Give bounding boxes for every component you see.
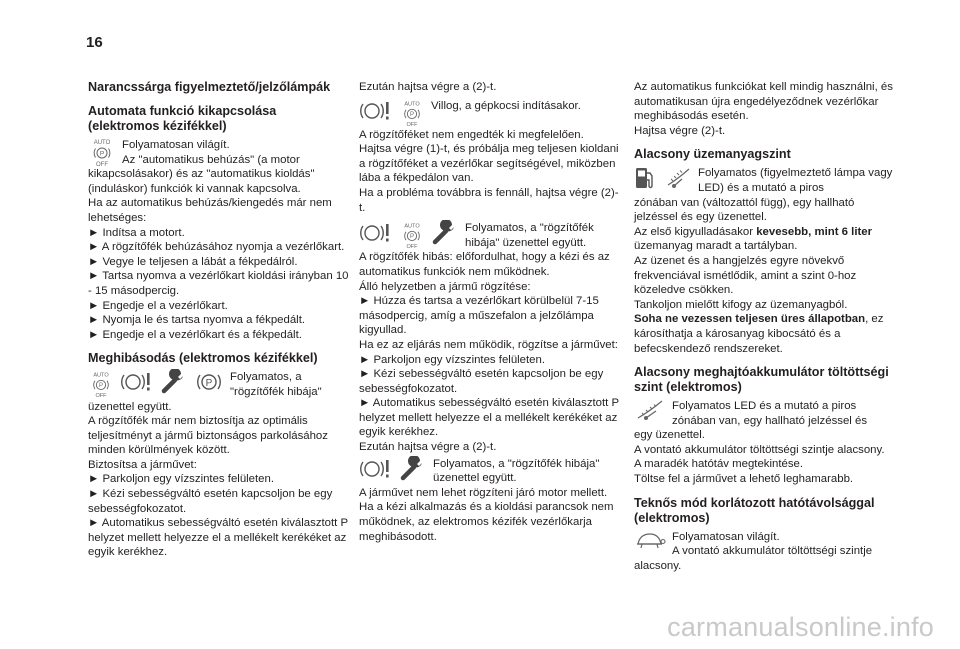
col2-line: Álló helyzetben a jármű rögzítése: bbox=[359, 280, 531, 293]
svg-text:OFF: OFF bbox=[95, 393, 107, 400]
parking-brake-icon bbox=[194, 369, 224, 395]
engine-running-icon-row bbox=[359, 457, 621, 486]
svg-text:AUTO: AUTO bbox=[404, 223, 420, 230]
auto-off-parking-icon bbox=[88, 369, 114, 399]
auto-off-parking-icon bbox=[88, 137, 116, 167]
low-battery-line: Töltse fel a járművet a lehető leghamarabb. bbox=[634, 473, 854, 486]
turtle-icon-text-2: A vontató akkumulátor töltöttségi szintje bbox=[672, 545, 873, 558]
low-battery-line: A vontató akkumulátor töltöttségi szintje alacsony. bbox=[634, 443, 885, 456]
wrench-icon bbox=[399, 456, 427, 482]
svg-text:OFF: OFF bbox=[406, 121, 418, 128]
col3-line: Hajtsa végre (2)-t. bbox=[634, 124, 726, 137]
col2-line: Ezután hajtsa végre a (2)-t. bbox=[359, 441, 497, 454]
low-fuel-line: Tankoljon mielőtt kifogy az üzemanyagból. bbox=[634, 298, 848, 311]
turtle-icon bbox=[634, 529, 666, 551]
malfunction-line: A rögzítőfék már nem biztosítja az optimális teljesítményt a jármű biztonságos parkolásához minden körülmények között. bbox=[88, 415, 328, 457]
low-fuel-icon-text: Folyamatos (figyelmeztető lámpa vagy LED) és a mutató a piros bbox=[698, 167, 893, 194]
battery-low-indicator-icon bbox=[634, 398, 666, 422]
brake-warning-icon bbox=[359, 98, 393, 124]
svg-text:P: P bbox=[205, 378, 213, 390]
auto-function-off-title: Automata funkció kikapcsolása (elektromos kézifékkel) bbox=[88, 104, 277, 133]
malfunction-line: Biztosítsa a járművet: bbox=[88, 458, 197, 471]
page-number: 16 bbox=[86, 34, 103, 51]
engine-running-icon-text: Folyamatos, a "rögzítőfék hibája" üzenettel együtt. bbox=[433, 457, 600, 485]
low-fuel-icon-row bbox=[634, 166, 896, 195]
low-fuel-line: Az üzenet és a hangjelzés egyre növekvő frekvenciával ismétlődik, amint a szint 0-hoz közeledve csökken. bbox=[634, 254, 857, 297]
malfunction-icon-text: Folyamatos, a "rögzítőfék hibája" bbox=[230, 371, 322, 398]
brake-warning-icon bbox=[120, 369, 154, 395]
col2-line: Ha ez az eljárás nem működik, rögzítse a járművet: bbox=[359, 338, 618, 351]
col2-line: A rögzítőféket nem engedték ki megfelelően. bbox=[359, 128, 584, 141]
wrench-icon bbox=[431, 220, 459, 246]
malfunction-title: Meghibásodás (elektromos kézifékkel) bbox=[88, 351, 318, 366]
fuel-pump-icon bbox=[634, 165, 656, 191]
svg-text:AUTO: AUTO bbox=[404, 101, 420, 108]
col3-line: Az automatikus funkciókat kell mindig használni, és automatikusan újra engedélyeződnek vezérlőkar meghibásodás esetén. bbox=[634, 81, 893, 123]
low-level-indicator-icon bbox=[662, 165, 692, 191]
flashing-icon-row bbox=[359, 99, 621, 128]
low-fuel-line: Soha ne vezessen teljesen üres állapotban, ez károsíthatja a károsanyag kibocsátó és a befecskendező rendszereket. bbox=[634, 313, 884, 355]
svg-text:AUTO: AUTO bbox=[93, 372, 109, 379]
auto-off-line: ► Engedje el a vezérlőkart és a fékpedált. bbox=[88, 328, 302, 341]
low-battery-line: egy üzenettel. bbox=[634, 429, 705, 442]
low-battery-title: Alacsony meghajtóakkumulátor töltöttségi szint (elektromos) bbox=[634, 365, 889, 395]
wrench-icon bbox=[160, 369, 188, 395]
auto-off-line: ► Nyomja le és tartsa nyomva a fékpedált. bbox=[88, 314, 306, 327]
low-fuel-line: zónában van (változattól függ), egy hallható jelzéssel és egy üzenettel. bbox=[634, 196, 855, 224]
column-2 bbox=[359, 80, 621, 544]
watermark: carmanualsonline.info bbox=[667, 612, 934, 642]
fault-icon-text: Folyamatos, a "rögzítőfék hibája" üzenettel együtt. bbox=[465, 222, 594, 249]
auto-off-line: Ha az automatikus behúzás/kiengedés már nem lehetséges: bbox=[88, 197, 332, 224]
turtle-line: alacsony. bbox=[634, 559, 682, 572]
section-heading: Narancssárga figyelmeztető/jelzőlámpák bbox=[88, 80, 331, 94]
brake-warning-icon bbox=[359, 456, 393, 482]
auto-off-icon-row bbox=[88, 138, 350, 167]
low-battery-icon-row bbox=[634, 399, 896, 428]
auto-off-line: ► Tartsa nyomva a vezérlőkart kioldási irányban 10 - 15 másodpercig. bbox=[88, 270, 349, 297]
malfunction-line: üzenettel együtt. bbox=[88, 400, 172, 413]
svg-text:P: P bbox=[409, 234, 415, 241]
intro-line: Ezután hajtsa végre a (2)-t. bbox=[359, 81, 497, 93]
col2-line: A járművet nem lehet rögzíteni járó motor mellett. bbox=[359, 486, 608, 499]
col2-line: ► Automatikus sebességváltó esetén kiválasztott P helyzet mellett helyezze el a mellékelt kerékéket az egyik kerékhez. bbox=[359, 397, 619, 439]
auto-off-icon-text-1: Folyamatosan világít. bbox=[122, 139, 230, 151]
fault-icon-row bbox=[359, 221, 621, 250]
brake-warning-icon bbox=[359, 220, 393, 246]
svg-text:AUTO: AUTO bbox=[93, 140, 111, 146]
column-3 bbox=[634, 80, 896, 573]
auto-off-line: kikapcsolásakor) és az "automatikus kioldás" (induláskor) funkciók ki vannak kapcsolva. bbox=[88, 168, 315, 195]
svg-text:P: P bbox=[98, 383, 104, 390]
svg-text:OFF: OFF bbox=[96, 162, 108, 167]
malfunction-line: ► Parkoljon egy vízszintes felületen. bbox=[88, 473, 275, 486]
col2-line: A rögzítőfék hibás: előfordulhat, hogy a kézi és az automatikus funkciók nem működnek. bbox=[359, 251, 610, 278]
low-fuel-title: Alacsony üzemanyagszint bbox=[634, 147, 791, 162]
low-battery-icon-text: Folyamatos LED és a mutató a piros zónában van, egy hallható jelzéssel és bbox=[672, 400, 868, 427]
turtle-mode-title: Teknős mód korlátozott hatótávolsággal (elektromos) bbox=[634, 495, 875, 525]
auto-off-line: ► Engedje el a vezérlőkart. bbox=[88, 299, 228, 312]
low-fuel-line: Az első kigyulladásakor kevesebb, mint 6 liter üzemanyag maradt a tartályban. bbox=[634, 225, 873, 253]
col2-line: Ha a probléma továbbra is fennáll, hajtsa végre (2)-t. bbox=[359, 186, 619, 214]
col2-line: ► Kézi sebességváltó esetén kapcsoljon be egy sebességfokozatot. bbox=[359, 368, 604, 395]
auto-off-line: ► Vegye le teljesen a lábát a fékpedálról. bbox=[88, 255, 298, 268]
col2-line: Hajtsa végre (1)-t, és próbálja meg teljesen kioldani a rögzítőféket a vezérlőkar segítségével, miközben lába a fékpedálon van. bbox=[359, 143, 619, 185]
turtle-icon-text-1: Folyamatosan világít. bbox=[672, 530, 780, 543]
svg-text:P: P bbox=[99, 150, 105, 158]
col2-line: ► Húzza és tartsa a vezérlőkart körülbelül 7-15 másodpercig, amíg a műszefalon a jelzőlámpa kigyullad. bbox=[359, 295, 599, 337]
malfunction-line: ► Kézi sebességváltó esetén kapcsoljon be egy sebességfokozatot. bbox=[88, 488, 333, 515]
auto-off-parking-icon bbox=[399, 98, 425, 128]
column-1 bbox=[88, 80, 350, 560]
flashing-icon-text: Villog, a gépkocsi indításakor. bbox=[431, 99, 581, 112]
auto-off-icon-text-2: Az "automatikus behúzás" (a motor bbox=[122, 153, 300, 166]
auto-off-line: ► Indítsa a motort. bbox=[88, 226, 185, 239]
malfunction-line: ► Automatikus sebességváltó esetén kiválasztott P helyzet mellett helyezze el a mellékelt kerékéket az egyik kerékhez. bbox=[88, 517, 348, 559]
svg-text:OFF: OFF bbox=[406, 244, 418, 251]
auto-off-line: ► A rögzítőfék behúzásához nyomja a vezérlőkart. bbox=[88, 241, 345, 254]
col2-line: Ha a kézi alkalmazás és a kioldási parancsok nem működnek, az elektromos kézifék vezérlőkarja meghibásodott. bbox=[359, 501, 614, 543]
low-battery-line: A maradék hatótáv megtekintése. bbox=[634, 458, 804, 471]
turtle-icon-row bbox=[634, 530, 896, 559]
auto-off-parking-icon bbox=[399, 220, 425, 250]
svg-text:P: P bbox=[409, 111, 415, 118]
malfunction-icon-row bbox=[88, 370, 350, 399]
col2-line: ► Parkoljon egy vízszintes felületen. bbox=[359, 353, 546, 366]
